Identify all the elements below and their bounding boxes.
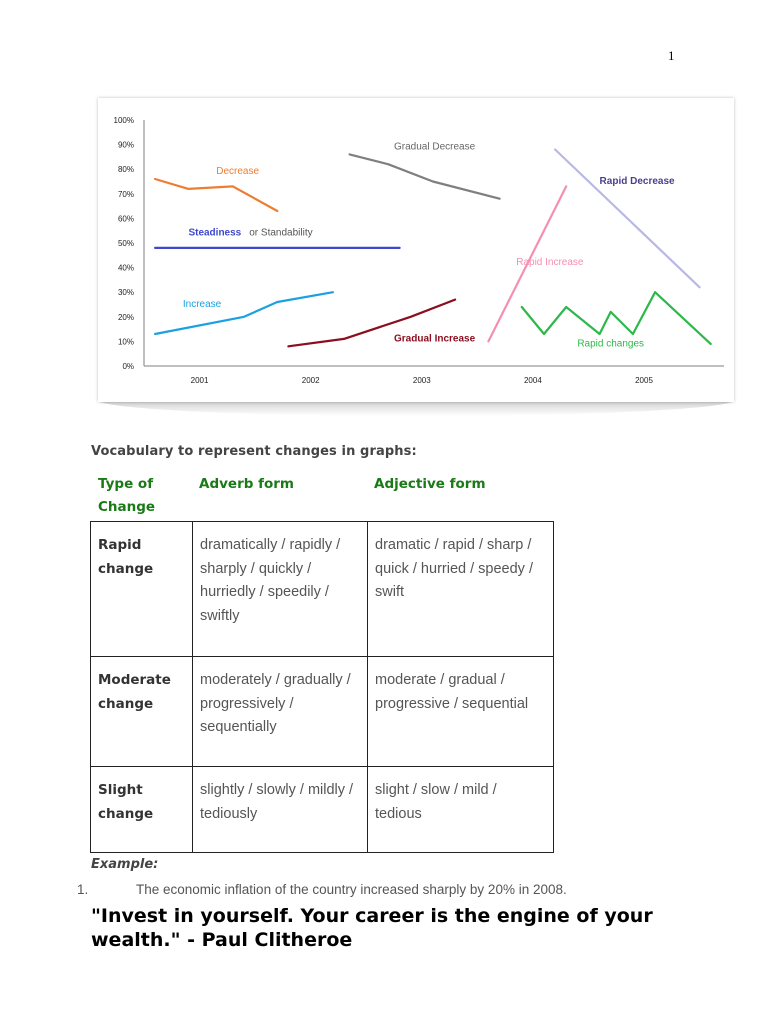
example-list-number: 1. [77,882,89,897]
adverb-cell: dramatically / rapidly / sharply / quickly / hurriedly / speedily / swiftly [193,522,368,657]
series-line-7 [522,292,711,344]
y-tick-label: 90% [117,140,134,150]
header-type-of-change: Type of Change [98,476,156,515]
series-label-5: Rapid Increase [516,257,584,269]
header-adjective-form: Adjective form [374,476,486,492]
chart-shadow [98,400,734,416]
table-row [91,657,554,767]
x-tick-label: 2004 [523,376,542,385]
adverb-cell: moderately / gradually / progressively / sequentially [193,657,368,767]
y-tick-label: 100% [113,116,134,125]
page-number: 1 [668,48,675,63]
series-line-0 [155,179,277,211]
adjective-cell: slight / slow / mild / tedious [368,767,554,853]
x-tick-label: 2002 [301,376,320,385]
y-tick-label: 60% [117,214,134,224]
chart-figure [98,98,734,402]
example-sentence: The economic inflation of the country increased sharply by 20% in 2008. [136,882,567,897]
series-label-4: Gradual Increase [394,333,476,345]
x-tick-label: 2003 [412,376,431,385]
example-label: Example: [91,857,159,872]
x-tick-label: 2005 [635,376,653,385]
y-tick-label: 30% [117,288,134,298]
y-tick-label: 0% [122,362,134,371]
series-label-7: Rapid changes [577,338,645,350]
series-line-3 [350,154,500,198]
y-tick-label: 20% [117,312,134,322]
series-label-1: Steadiness or Standability [188,227,313,239]
quote: "Invest in yourself. Your career is the engine of your wealth." - Paul Clitheroe [91,905,653,951]
series-line-2 [155,292,333,334]
series-label-3: Gradual Decrease [394,141,476,153]
row-type-cell: Moderate change [91,657,193,767]
series-label-2: Increase [182,298,222,310]
header-adverb-form: Adverb form [199,476,294,492]
series-label-6: Rapid Decrease [599,175,675,187]
adjective-cell: moderate / gradual / progressive / sequential [368,657,554,767]
y-tick-label: 80% [117,165,134,175]
line-chart [98,98,734,402]
table-row [91,522,554,657]
adverb-cell: slightly / slowly / mildly / tediously [193,767,368,853]
y-tick-label: 40% [117,263,134,273]
y-tick-label: 70% [117,189,134,199]
row-type-cell: Rapid change [91,522,193,657]
vocabulary-heading: Vocabulary to represent changes in graphs: [91,444,417,459]
row-type-cell: Slight change [91,767,193,853]
vocabulary-table [90,521,554,853]
x-tick-label: 2001 [190,376,209,385]
y-tick-label: 50% [117,239,134,248]
adjective-cell: dramatic / rapid / sharp / quick / hurried / speedy / swift [368,522,554,657]
series-label-0: Decrease [216,166,260,178]
y-tick-label: 10% [117,337,134,347]
table-row [91,767,554,853]
